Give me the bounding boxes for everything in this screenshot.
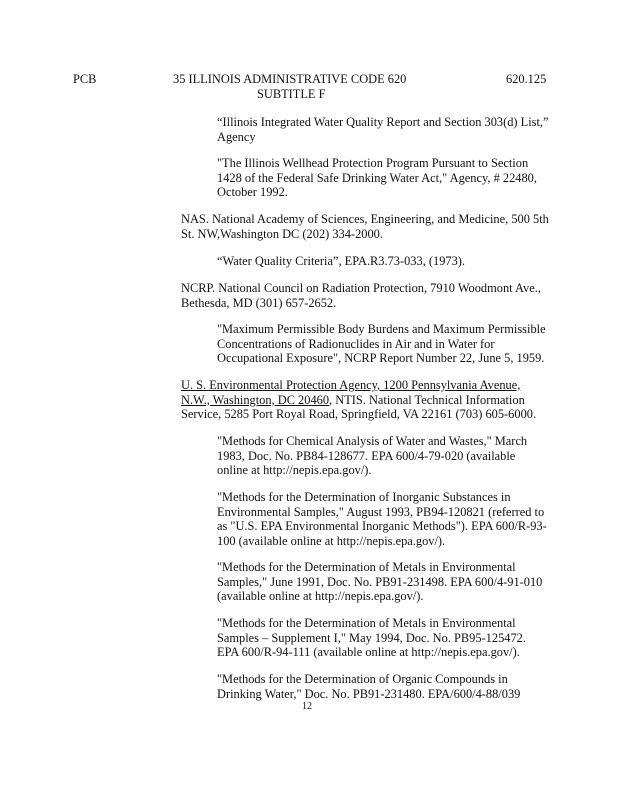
header-agency: PCB — [73, 72, 97, 86]
entry-line — [181, 378, 536, 393]
entry-line: “Water Quality Criteria”, EPA.R3.73-033, (1973). — [217, 254, 466, 268]
reference-entry — [217, 672, 520, 701]
entry-line: St. NW,Washington DC (202) 334-2000. — [181, 226, 383, 241]
reference-entry — [217, 616, 526, 660]
entry-line: Bethesda, MD (301) 657-2652. — [181, 295, 337, 310]
entry-line: (available online at http://nepis.epa.gov/). — [217, 589, 424, 604]
reference-entry — [217, 322, 546, 366]
entry-line: Samples – Supplement I," May 1994, Doc. No. PB95-125472. — [217, 630, 526, 645]
entry-line: "Methods for the Determination of Metals in Environmental — [217, 560, 516, 574]
entry-line: "Methods for the Determination of Metals in Environmental — [217, 616, 516, 630]
entry-line: NCRP. National Council on Radiation Protection, 7910 Woodmont Ave., — [181, 281, 541, 295]
reference-entry — [217, 254, 465, 269]
reference-entry — [217, 156, 537, 200]
entry-line: “Illinois Integrated Water Quality Report and Section 303(d) List,” — [217, 115, 549, 129]
header-section-number: 620.125 — [506, 72, 547, 86]
entry-line: 1428 of the Federal Safe Drinking Water Act," Agency, # 22480, — [217, 170, 537, 185]
header-code-title: 35 ILLINOIS ADMINISTRATIVE CODE 620 — [173, 72, 407, 86]
ntis-text: , NTIS. National Technical Information — [329, 392, 525, 407]
entry-line: "Maximum Permissible Body Burdens and Maximum Permissible — [217, 322, 546, 336]
entry-line: Service, 5285 Port Royal Road, Springfield, VA 22161 (703) 605-6000. — [181, 407, 537, 422]
reference-entry — [217, 434, 527, 478]
agency-address-underlined: U. S. Environmental Protection Agency, 1200 Pennsylvania Avenue, — [181, 378, 521, 392]
entry-line: "Methods for the Determination of Organic Compounds in — [217, 672, 508, 686]
entry-line: October 1992. — [217, 185, 288, 200]
reference-entry — [181, 212, 549, 241]
entry-line: 100 (available online at http://nepis.epa.gov/). — [217, 533, 446, 548]
entry-line: EPA 600/R-94-111 (available online at http://nepis.epa.gov/). — [217, 645, 520, 660]
header-subtitle: SUBTITLE F — [257, 87, 326, 101]
page-number: 12 — [302, 701, 312, 712]
entry-line: Drinking Water," Doc. No. PB91-231480. EPA/600/4-88/039 — [217, 686, 521, 701]
reference-entry — [217, 560, 542, 604]
entry-line: Occupational Exposure", NCRP Report Number 22, June 5, 1959. — [217, 351, 545, 366]
entry-line: NAS. National Academy of Sciences, Engineering, and Medicine, 500 5th — [181, 212, 549, 226]
entry-line: Concentrations of Radionuclides in Air and in Water for — [217, 336, 495, 351]
entry-line: "Methods for the Determination of Inorganic Substances in — [217, 490, 511, 504]
entry-line: 1983, Doc. No. PB84-128677. EPA 600/4-79-020 (available — [217, 448, 516, 463]
entry-line: "Methods for Chemical Analysis of Water and Wastes," March — [217, 434, 528, 448]
reference-entry — [181, 378, 536, 422]
entry-line: "The Illinois Wellhead Protection Program Pursuant to Section — [217, 156, 529, 170]
reference-entry — [217, 115, 549, 144]
entry-line — [181, 393, 536, 408]
entry-line: Samples," June 1991, Doc. No. PB91-231498. EPA 600/4-91-010 — [217, 574, 543, 589]
reference-entry — [181, 281, 541, 310]
entry-line: as "U.S. EPA Environmental Inorganic Methods"). EPA 600/R-93- — [217, 519, 547, 534]
entry-line: online at http://nepis.epa.gov/). — [217, 463, 372, 478]
entry-line: Agency — [217, 129, 256, 144]
reference-entry — [217, 490, 547, 548]
entry-line: Environmental Samples," August 1993, PB94-120821 (referred to — [217, 504, 545, 519]
agency-address-underlined: N.W., Washington, DC 20460 — [181, 392, 330, 407]
